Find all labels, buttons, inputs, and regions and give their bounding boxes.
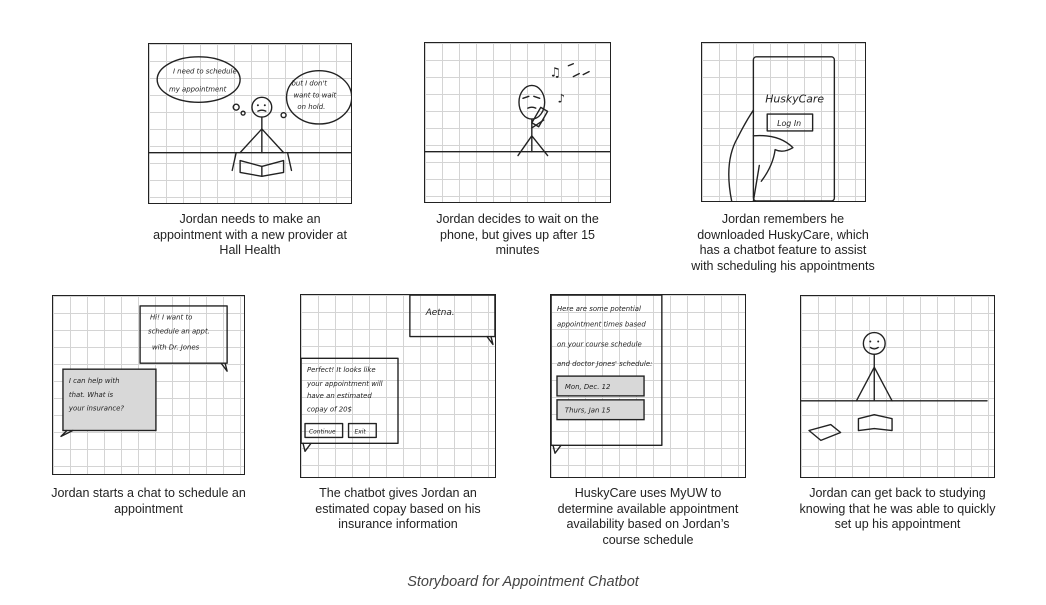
continue-label: Continue xyxy=(308,428,336,436)
storyboard-panel-3 xyxy=(701,42,866,202)
storyboard-panel-2 xyxy=(424,42,611,203)
bot-msg-line-1: I can help with xyxy=(68,377,120,386)
paper xyxy=(809,425,841,441)
user-msg-line-2: schedule an appt. xyxy=(148,327,210,336)
person-head xyxy=(252,97,272,117)
time-slot-2-label: Thurs, Jan 15 xyxy=(564,406,611,415)
user-msg-line-1: Hi! I want to xyxy=(149,313,193,322)
bot-message-bubble xyxy=(551,295,662,445)
phone-icon xyxy=(532,107,548,126)
caption-6: HuskyCare uses MyUW to determine available appointment availability based on Jordan’s course schedule xyxy=(557,486,739,547)
person-head xyxy=(863,333,885,355)
person-head xyxy=(519,85,545,119)
user-msg-text: Aetna. xyxy=(425,307,455,318)
bot-msg-line-2: that. What is xyxy=(68,390,114,399)
bot-msg-line-1: Here are some potential xyxy=(557,304,641,313)
thought-bubble-left xyxy=(157,57,240,102)
panel-5-sketch xyxy=(301,295,495,477)
bot-msg-line-4: copay of 20$ xyxy=(307,405,352,414)
storyboard-title: Storyboard for Appointment Chatbot xyxy=(407,574,639,590)
bubble-text-5: on hold. xyxy=(297,103,326,112)
bot-msg-line-3: your insurance? xyxy=(68,404,125,413)
music-note-icon: ♪ xyxy=(557,91,566,106)
panel-3-sketch xyxy=(702,43,865,201)
bot-msg-line-2: your appointment will xyxy=(307,380,383,388)
bubble-text-4: want to wait xyxy=(293,91,337,100)
storyboard-panel-4 xyxy=(52,295,245,475)
time-slot-1-label: Mon, Dec. 12 xyxy=(564,382,611,391)
exit-label: Exit xyxy=(354,428,366,436)
storyboard-panel-5 xyxy=(300,294,496,478)
caption-3: Jordan remembers he downloaded HuskyCare, which has a chatbot feature to assist with scheduling his appointments xyxy=(691,212,875,273)
panel-2-sketch xyxy=(425,43,610,202)
app-title: HuskyCare xyxy=(765,92,825,106)
bot-msg-line-1: Perfect! It looks like xyxy=(307,366,376,375)
bot-msg-line-3: have an estimated xyxy=(307,391,372,400)
panel-6-sketch xyxy=(551,295,745,477)
caption-1: Jordan needs to make an appointment with a new provider at Hall Health xyxy=(153,212,347,257)
caption-2: Jordan decides to wait on the phone, but gives up after 15 minutes xyxy=(436,212,599,257)
panel-1-sketch xyxy=(149,44,351,203)
user-msg-line-3: with Dr. Jones xyxy=(151,343,200,352)
panel-7-sketch xyxy=(801,296,994,477)
storyboard-panel-7 xyxy=(800,295,995,478)
bot-msg-line-4: and doctor Jones' schedule: xyxy=(557,360,653,369)
panel-4-sketch xyxy=(53,296,244,474)
storyboard-panel-1 xyxy=(148,43,352,204)
bubble-text-1: I need to schedule xyxy=(172,67,237,76)
book xyxy=(858,415,892,431)
bubble-text-2: my appointment xyxy=(169,85,227,94)
caption-5: The chatbot gives Jordan an estimated copay based on his insurance information xyxy=(315,486,481,531)
bubble-text-3: but I don't xyxy=(291,79,327,88)
music-note-icon: ♫ xyxy=(549,65,562,81)
phone-outline xyxy=(753,57,834,201)
bot-msg-line-2: appointment times based xyxy=(557,320,646,329)
login-label: Log In xyxy=(777,118,802,128)
bot-msg-line-3: on your course schedule xyxy=(557,340,642,349)
caption-7: Jordan can get back to studying knowing that he was able to quickly set up his appointment xyxy=(799,486,996,531)
storyboard-panel-6 xyxy=(550,294,746,478)
caption-4: Jordan starts a chat to schedule an appointment xyxy=(51,486,246,516)
